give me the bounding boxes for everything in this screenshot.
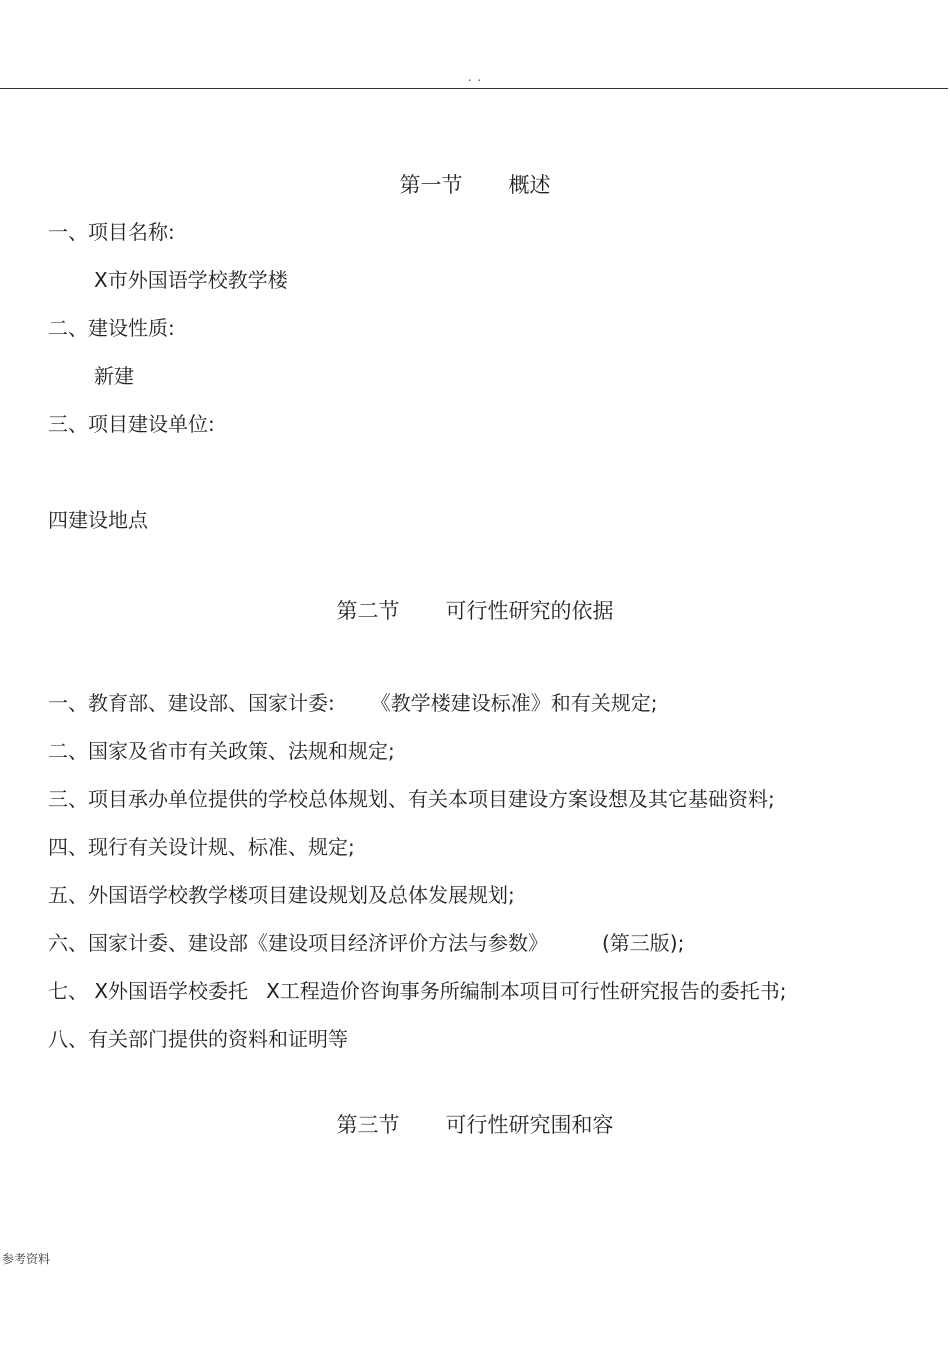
section-1-heading [0,170,950,200]
basis-item-2: 二、国家及省市有关政策、法规和规定; [48,739,395,763]
footer-label: 参考资料 [2,1252,51,1266]
basis-item-6 [48,928,684,958]
basis-item-1-lead: 一、教育部、建设部、国家计委: [48,691,335,715]
basis-item-6-edition: (第三版); [602,931,685,955]
basis-item-5: 五、外国语学校教学楼项目建设规划及总体发展规划; [48,883,515,907]
construction-type-label: 二、建设性质: [48,316,175,340]
section-3-heading [0,1110,950,1140]
section-2-number: 第二节 [336,599,400,623]
project-unit-label: 三、项目建设单位: [48,412,215,436]
section-3-number: 第三节 [336,1113,400,1137]
project-name-label: 一、项目名称: [48,220,175,244]
construction-site-label: 四建设地点 [48,508,148,532]
basis-item-4: 四、现行有关设计规、标准、规定; [48,835,355,859]
construction-type-value: 新建 [94,364,134,388]
section-1-number: 第一节 [399,173,463,197]
section-2-heading [0,596,950,626]
basis-item-3: 三、项目承办单位提供的学校总体规划、有关本项目建设方案设想及其它基础资料; [48,787,775,811]
section-1-title: 概述 [508,173,551,197]
project-name-value: X市外国语学校教学楼 [94,268,288,292]
basis-item-1 [48,688,658,718]
section-2-title: 可行性研究的依据 [445,599,614,623]
basis-item-7-lead: 七、 X外国语学校委托 [48,979,249,1003]
page-header-dots: . . [467,70,483,84]
basis-item-8: 八、有关部门提供的资料和证明等 [48,1027,348,1051]
basis-item-7 [48,976,787,1006]
header-rule [0,88,948,89]
section-3-title: 可行性研究围和容 [445,1113,614,1137]
basis-item-6-lead: 六、国家计委、建设部《建设项目经济评价方法与参数》 [48,931,548,955]
basis-item-7-rest: X工程造价咨询事务所编制本项目可行性研究报告的委托书; [266,979,787,1003]
basis-item-1-standard: 《教学楼建设标准》和有关规定; [370,691,658,715]
